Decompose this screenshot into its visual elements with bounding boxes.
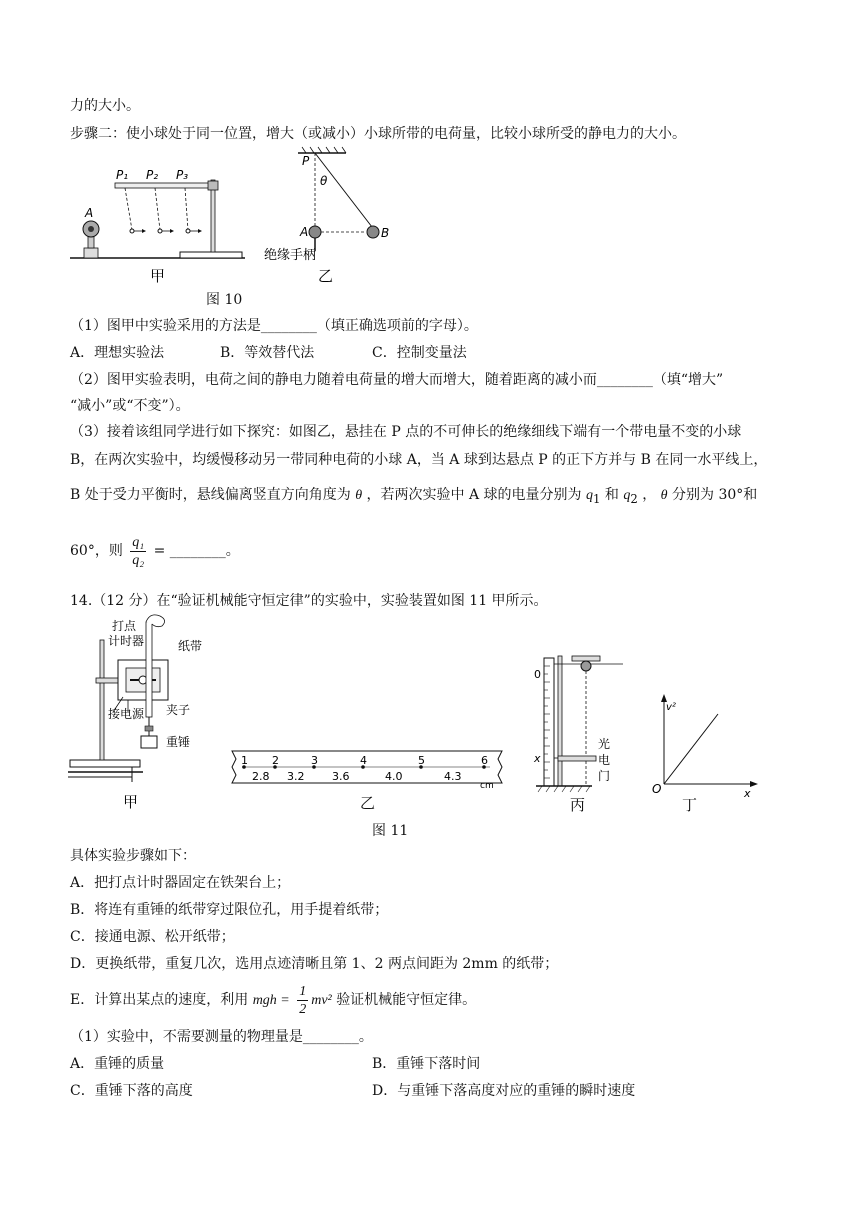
text: B 处于受力平衡时，悬线偏离竖直方向角度为 <box>70 487 351 503</box>
step-B: B．将连有重锤的纸带穿过限位孔，用手提着纸带； <box>70 902 389 918</box>
figure-10-jia <box>70 150 250 285</box>
text: E．计算出某点的速度，利用 <box>70 992 249 1008</box>
text: 分别为 30°和 <box>672 487 758 503</box>
tape-point-3: 3 <box>311 754 318 767</box>
formula-right: mv² <box>311 993 332 1008</box>
fraction-denominator: q₂ <box>132 552 145 568</box>
question-2-line2: “减小”或“不变”）。 <box>70 398 190 414</box>
label-P2: P₂ <box>146 168 159 182</box>
theta-symbol: θ <box>660 488 668 503</box>
tape-gap-3: 3.6 <box>332 770 350 783</box>
text: ， <box>642 487 657 503</box>
tape-gap-5: 4.3 <box>444 770 462 783</box>
tape-point-4: 4 <box>360 754 367 767</box>
label-hammer: 重锤 <box>166 735 191 749</box>
fraction-half <box>297 983 308 1018</box>
label-yi: 乙 <box>318 267 334 283</box>
label-x: x <box>534 752 541 765</box>
label-timer-1: 打点 <box>112 619 137 633</box>
figure-11-jia <box>68 612 228 812</box>
label-x-axis: x <box>744 787 751 800</box>
steps-title: 具体实验步骤如下： <box>70 848 196 864</box>
subscript: 1 <box>593 491 601 506</box>
label-zero: 0 <box>534 668 541 681</box>
tape-unit: cm <box>480 781 494 791</box>
label-gate-3: 门 <box>598 769 611 783</box>
question-3-line4 <box>70 532 240 570</box>
figure-11-bing <box>528 652 638 814</box>
label-clip: 夹子 <box>166 703 191 717</box>
question-3-line1: （3）接着该组同学进行如下探究：如图乙，悬挂在 P 点的不可伸长的绝缘细线下端有一个带电量不变的小球 <box>70 424 742 440</box>
q-symbol: q <box>623 488 631 503</box>
figure-10-caption: 图 10 <box>206 292 243 308</box>
label-yi: 乙 <box>360 794 376 812</box>
tape-gap-4: 4.0 <box>385 770 403 783</box>
label-gate-1: 光 <box>598 737 611 751</box>
text-line: 步骤二：使小球处于同一位置，增大（或减小）小球所带的电荷量，比较小球所受的静电力的大小。 <box>70 126 686 142</box>
question-3-line2: B，在两次实验中，均缓慢移动另一带同种电荷的小球 A，当 A 球到达悬点 P 的正下方并与 B 在同一水平线上， <box>70 452 768 468</box>
tape-point-6: 6 <box>481 754 488 767</box>
figure-10-yi <box>262 143 402 283</box>
label-P: P <box>302 154 310 168</box>
question-2-line1: （2）图甲实验表明，电荷之间的静电力随着电荷量的增大而增大，随着距离的减小而________（填“增大” <box>70 372 724 388</box>
label-timer-2: 计时器 <box>108 634 145 648</box>
option-D: D．与重锤下落高度对应的重锤的瞬时速度 <box>372 1083 636 1099</box>
question-14-1-stem: （1）实验中，不需要测量的物理量是________。 <box>70 1029 373 1045</box>
question-1-stem: （1）图甲中实验采用的方法是________（填正确选项前的字母）。 <box>70 318 478 334</box>
fraction-numerator: q₁ <box>132 534 145 550</box>
option-B: B．等效替代法 <box>220 345 315 361</box>
figure-11-ding <box>650 692 760 816</box>
fraction-numerator: 1 <box>299 983 307 999</box>
label-bing: 丙 <box>570 796 586 814</box>
formula-left: mgh = <box>252 993 290 1008</box>
label-P3: P₃ <box>176 168 189 182</box>
option-A: A．理想实验法 <box>70 345 165 361</box>
tape-gap-2: 3.2 <box>287 770 305 783</box>
problem-14-stem: 14.（12 分）在“验证机械能守恒定律”的实验中，实验装置如图 11 甲所示。 <box>70 593 548 609</box>
option-B: B．重锤下落时间 <box>372 1056 481 1072</box>
text: = ________。 <box>153 543 240 559</box>
option-C: C．控制变量法 <box>372 345 467 361</box>
fraction-denominator: 2 <box>299 1001 307 1017</box>
label-B: B <box>381 226 390 240</box>
label-tape: 纸带 <box>178 639 203 653</box>
label-gate-2: 电 <box>598 753 611 767</box>
step-D: D．更换纸带，重复几次，选用点迹清晰且第 1、2 两点间距为 2mm 的纸带； <box>70 956 559 972</box>
label-jia: 甲 <box>150 267 166 285</box>
tape-point-2: 2 <box>272 754 279 767</box>
label-power: 接电源 <box>108 707 145 721</box>
label-v2: v² <box>666 702 676 713</box>
text: 和 <box>604 487 619 503</box>
text: 60°，则 <box>70 543 123 559</box>
label-origin: O <box>652 782 662 796</box>
q-symbol: q <box>586 488 594 503</box>
label-handle: 绝缘手柄 <box>264 248 317 263</box>
label-jia: 甲 <box>123 793 139 811</box>
label-A: A <box>85 206 94 220</box>
tape-point-1: 1 <box>241 754 248 767</box>
figure-11-caption: 图 11 <box>372 823 409 839</box>
label-P1: P₁ <box>116 168 129 182</box>
step-A: A．把打点计时器固定在铁架台上； <box>70 875 291 891</box>
step-E <box>70 982 476 1019</box>
label-theta: θ <box>320 174 328 188</box>
option-C: C．重锤下落的高度 <box>70 1083 193 1099</box>
tape-point-5: 5 <box>418 754 425 767</box>
step-C: C．接通电源、松开纸带； <box>70 929 235 945</box>
question-3-line3 <box>70 485 757 509</box>
theta-symbol: θ <box>355 488 363 503</box>
label-A-yi: A <box>300 225 309 239</box>
text: ，若两次实验中 A 球的电量分别为 <box>366 487 582 503</box>
option-A: A．重锤的质量 <box>70 1056 165 1072</box>
tape-gap-1: 2.8 <box>252 770 270 783</box>
label-ding: 丁 <box>682 796 698 814</box>
text: 验证机械能守恒定律。 <box>336 992 477 1008</box>
fraction-q1-q2 <box>130 534 146 569</box>
subscript: 2 <box>630 491 638 506</box>
text-line: 力的大小。 <box>70 98 140 114</box>
